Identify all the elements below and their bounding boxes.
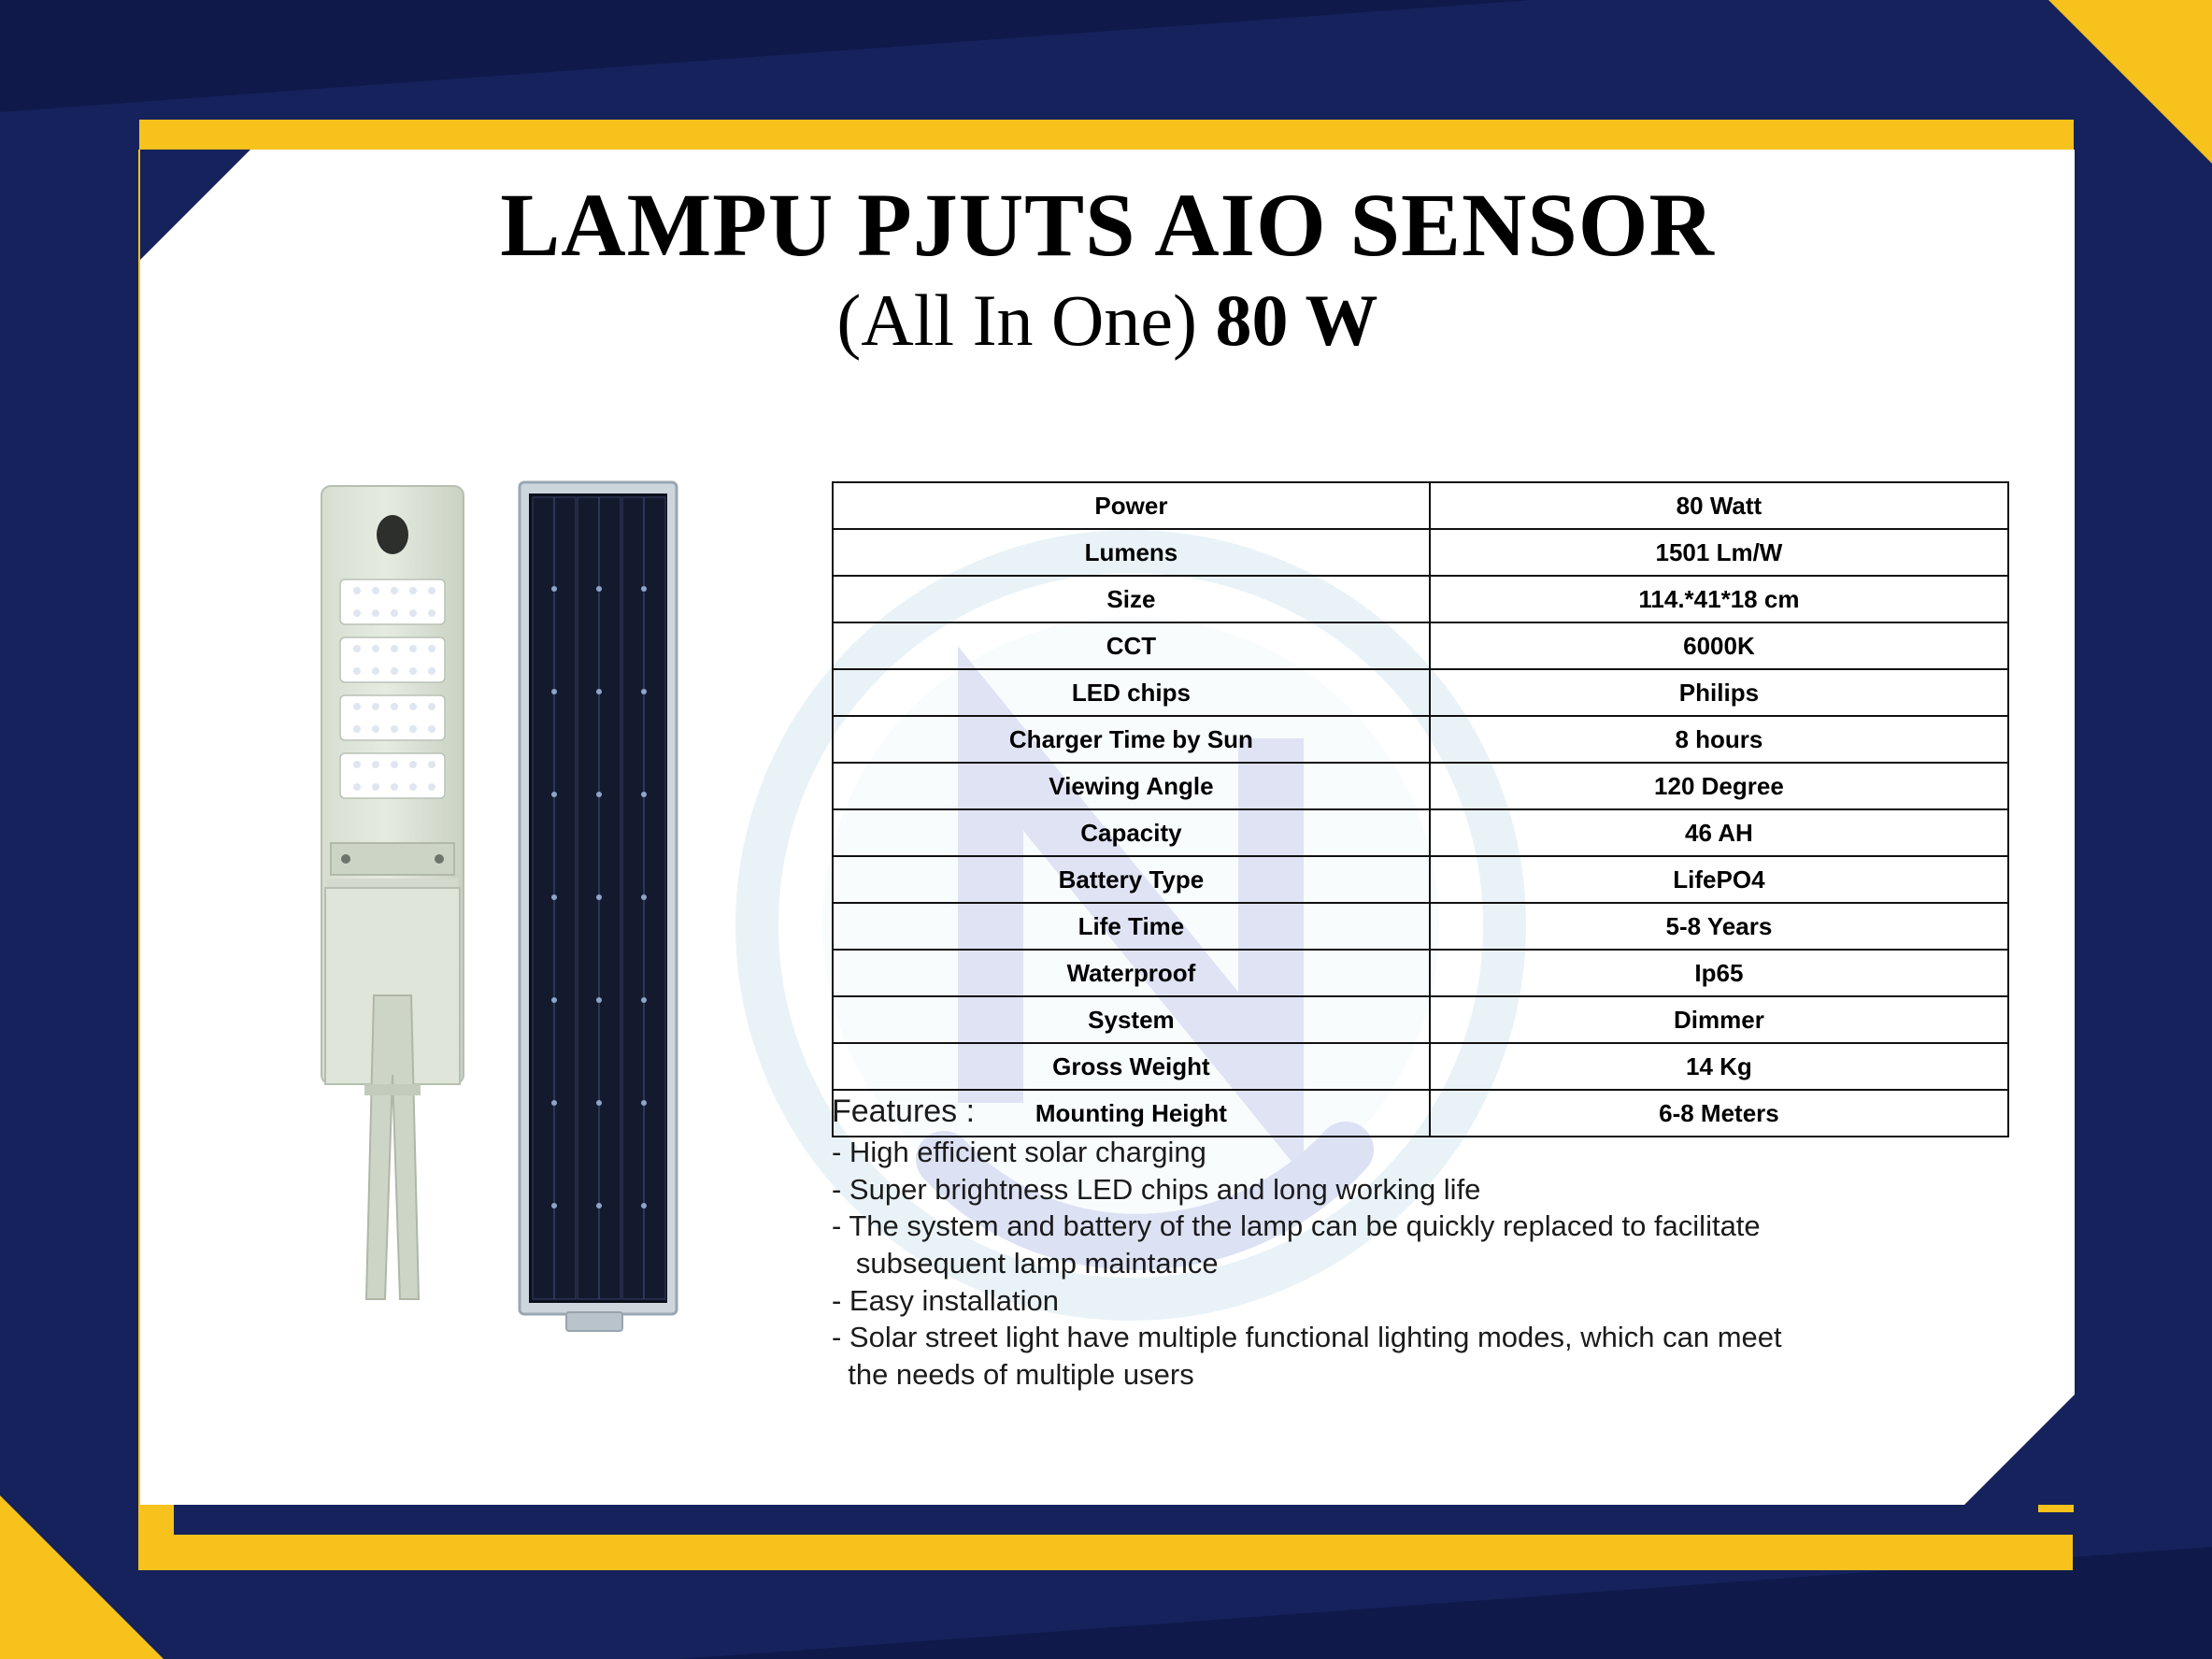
table-row: [833, 763, 2008, 809]
table-row: [833, 576, 2008, 622]
spec-label: LED chips: [833, 669, 1430, 716]
list-item: - Super brightness LED chips and long working life: [832, 1172, 1481, 1206]
list-item: - Solar street light have multiple functional lighting modes, which can meet: [832, 1321, 1782, 1354]
specification-table: [832, 481, 2009, 1137]
table-row: [833, 950, 2008, 996]
solar-street-lamp-image: [308, 477, 477, 1318]
table-row: [833, 622, 2008, 669]
spec-value: 5-8 Years: [1430, 903, 2008, 950]
specification-table-body: [833, 482, 2008, 1137]
list-item: - High efficient solar charging: [832, 1136, 1206, 1168]
spec-label: Battery Type: [833, 856, 1430, 903]
table-row: [833, 809, 2008, 856]
table-row: [833, 669, 2008, 716]
list-item: - Easy installation: [832, 1283, 1059, 1317]
spec-value: Dimmer: [1430, 996, 2008, 1043]
spec-label: Power: [833, 482, 1430, 529]
spec-value: 6000K: [1430, 622, 2008, 669]
page-subtitle-text: (All In One): [836, 279, 1197, 361]
spec-label: Size: [833, 576, 1430, 622]
spec-value: 14 Kg: [1430, 1043, 2008, 1090]
spec-value: 8 hours: [1430, 716, 2008, 763]
spec-label: Lumens: [833, 529, 1430, 576]
table-row: [833, 996, 2008, 1043]
solar-panel-image: [514, 477, 682, 1337]
table-row: [833, 716, 2008, 763]
spec-value: 1501 Lm/W: [1430, 529, 2008, 576]
table-row: [833, 529, 2008, 576]
spec-label: Waterproof: [833, 950, 1430, 996]
spec-label: Viewing Angle: [833, 763, 1430, 809]
list-item: the needs of multiple users: [832, 1358, 1194, 1392]
table-row: [833, 856, 2008, 903]
title-block: [140, 176, 2075, 360]
spec-label: Mounting Height: [833, 1090, 1430, 1137]
spec-value: LifePO4: [1430, 856, 2008, 903]
spec-label: System: [833, 996, 1430, 1043]
page-subtitle: [140, 280, 2075, 361]
spec-value: Philips: [1430, 669, 2008, 716]
list-item: subsequent lamp maintance: [832, 1247, 1219, 1280]
features-title: Features :: [832, 1094, 976, 1129]
spec-label: CCT: [833, 622, 1430, 669]
spec-label: Charger Time by Sun: [833, 716, 1430, 763]
page-title: LAMPU PJUTS AIO SENSOR: [500, 175, 1715, 275]
spec-value: 114.*41*18 cm: [1430, 576, 2008, 622]
sheet-corner-cut-bottom-right: [1964, 1394, 2075, 1505]
spec-label: Life Time: [833, 903, 1430, 950]
spec-value: 120 Degree: [1430, 763, 2008, 809]
page-subtitle-wattage: 80 W: [1215, 279, 1378, 361]
content-sheet: [140, 150, 2075, 1505]
features-section: [832, 1094, 2028, 1394]
spec-label: Capacity: [833, 809, 1430, 856]
frame-bar-bottom: [138, 1535, 2073, 1570]
table-row: [833, 482, 2008, 529]
spec-value: 80 Watt: [1430, 482, 2008, 529]
sheet-corner-cut-top-left: [140, 150, 250, 260]
spec-value: Ip65: [1430, 950, 2008, 996]
list-item: - The system and battery of the lamp can be quickly replaced to facilitate: [832, 1209, 1761, 1243]
table-row: [833, 903, 2008, 950]
spec-label: Gross Weight: [833, 1043, 1430, 1090]
spec-value: 46 AH: [1430, 809, 2008, 856]
product-images: [159, 458, 682, 1393]
table-row: [833, 1043, 2008, 1090]
corner-wedge-top-left: [0, 0, 1533, 112]
spec-value: 6-8 Meters: [1430, 1090, 2008, 1137]
